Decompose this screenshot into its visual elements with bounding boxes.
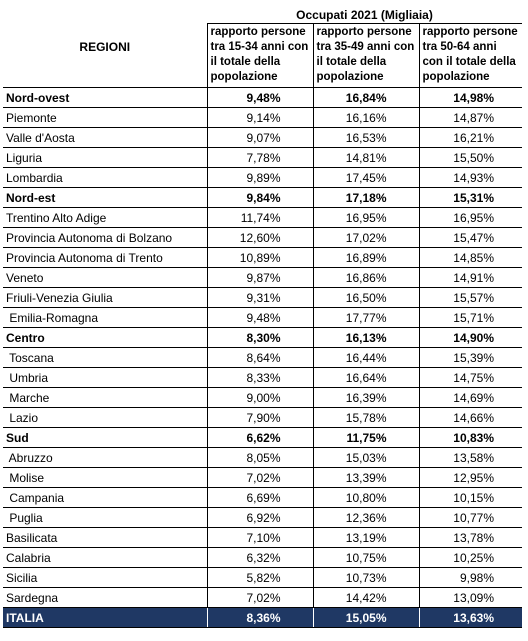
value-cell: 15,50%: [419, 148, 522, 168]
value-cell: 10,89%: [207, 248, 313, 268]
value-cell: 16,89%: [313, 248, 419, 268]
value-cell: 16,13%: [313, 328, 419, 348]
region-name: Umbria: [3, 368, 207, 388]
value-cell: 7,02%: [207, 588, 313, 608]
value-cell: 16,39%: [313, 388, 419, 408]
table-row: [3, 508, 522, 528]
value-cell: 8,33%: [207, 368, 313, 388]
region-name: Sud: [3, 428, 207, 448]
value-cell: 7,02%: [207, 468, 313, 488]
table-row: [3, 88, 522, 108]
value-cell: 5,82%: [207, 568, 313, 588]
value-cell: 11,74%: [207, 208, 313, 228]
table-row: [3, 528, 522, 548]
value-cell: 13,63%: [419, 608, 522, 628]
value-cell: 15,47%: [419, 228, 522, 248]
value-cell: 8,05%: [207, 448, 313, 468]
table-row: [3, 408, 522, 428]
value-cell: 9,48%: [207, 88, 313, 108]
column-header-35-49: rapporto persone tra 35-49 anni con il totale della popolazione: [313, 24, 419, 88]
value-cell: 8,64%: [207, 348, 313, 368]
region-name: Friuli-Venezia Giulia: [3, 288, 207, 308]
region-name: Sardegna: [3, 588, 207, 608]
region-name: Nord-ovest: [3, 88, 207, 108]
column-header-15-34: rapporto persone tra 15-34 anni con il totale della popolazione: [207, 24, 313, 88]
value-cell: 17,18%: [313, 188, 419, 208]
value-cell: 9,48%: [207, 308, 313, 328]
table-row: [3, 288, 522, 308]
table-row: [3, 488, 522, 508]
value-cell: 14,42%: [313, 588, 419, 608]
table-row: [3, 588, 522, 608]
value-cell: 14,85%: [419, 248, 522, 268]
table-row: [3, 168, 522, 188]
region-name: Valle d'Aosta: [3, 128, 207, 148]
value-cell: 8,36%: [207, 608, 313, 628]
value-cell: 14,98%: [419, 88, 522, 108]
header-row-top: [3, 7, 522, 24]
table-row: [3, 348, 522, 368]
value-cell: 14,91%: [419, 268, 522, 288]
value-cell: 14,87%: [419, 108, 522, 128]
value-cell: 10,73%: [313, 568, 419, 588]
value-cell: 13,19%: [313, 528, 419, 548]
value-cell: 15,39%: [419, 348, 522, 368]
table-row: [3, 268, 522, 288]
table-row: [3, 468, 522, 488]
table-row: [3, 228, 522, 248]
value-cell: 16,44%: [313, 348, 419, 368]
value-cell: 7,78%: [207, 148, 313, 168]
table-row: [3, 128, 522, 148]
value-cell: 10,25%: [419, 548, 522, 568]
value-cell: 15,05%: [313, 608, 419, 628]
table-row: [3, 368, 522, 388]
region-name: ITALIA: [3, 608, 207, 628]
region-name: Emilia-Romagna: [3, 308, 207, 328]
region-name: Abruzzo: [3, 448, 207, 468]
table-row: [3, 328, 522, 348]
value-cell: 9,84%: [207, 188, 313, 208]
occupati-table: [3, 7, 522, 628]
value-cell: 7,90%: [207, 408, 313, 428]
value-cell: 16,95%: [419, 208, 522, 228]
value-cell: 16,95%: [313, 208, 419, 228]
region-name: Piemonte: [3, 108, 207, 128]
value-cell: 10,15%: [419, 488, 522, 508]
value-cell: 14,66%: [419, 408, 522, 428]
value-cell: 9,87%: [207, 268, 313, 288]
value-cell: 11,75%: [313, 428, 419, 448]
table-row: [3, 248, 522, 268]
value-cell: 6,32%: [207, 548, 313, 568]
value-cell: 12,95%: [419, 468, 522, 488]
table-row: [3, 568, 522, 588]
value-cell: 6,62%: [207, 428, 313, 448]
value-cell: 13,09%: [419, 588, 522, 608]
region-name: Lazio: [3, 408, 207, 428]
table-row: [3, 548, 522, 568]
region-name: Molise: [3, 468, 207, 488]
value-cell: 14,93%: [419, 168, 522, 188]
table-row: [3, 428, 522, 448]
total-row: [3, 608, 522, 628]
value-cell: 8,30%: [207, 328, 313, 348]
value-cell: 16,64%: [313, 368, 419, 388]
table-row: [3, 308, 522, 328]
value-cell: 15,71%: [419, 308, 522, 328]
value-cell: 12,60%: [207, 228, 313, 248]
group-title: Occupati 2021 (Migliaia): [207, 7, 522, 24]
region-name: Basilicata: [3, 528, 207, 548]
region-name: Veneto: [3, 268, 207, 288]
value-cell: 16,21%: [419, 128, 522, 148]
table-row: [3, 208, 522, 228]
value-cell: 15,03%: [313, 448, 419, 468]
value-cell: 9,98%: [419, 568, 522, 588]
table-row: [3, 448, 522, 468]
value-cell: 10,77%: [419, 508, 522, 528]
region-name: Marche: [3, 388, 207, 408]
region-name: Centro: [3, 328, 207, 348]
region-name: Provincia Autonoma di Trento: [3, 248, 207, 268]
region-name: Liguria: [3, 148, 207, 168]
value-cell: 9,31%: [207, 288, 313, 308]
value-cell: 14,81%: [313, 148, 419, 168]
table-row: [3, 148, 522, 168]
region-name: Toscana: [3, 348, 207, 368]
value-cell: 16,53%: [313, 128, 419, 148]
value-cell: 10,80%: [313, 488, 419, 508]
value-cell: 13,39%: [313, 468, 419, 488]
table-row: [3, 388, 522, 408]
region-header: REGIONI: [3, 7, 207, 88]
table-row: [3, 108, 522, 128]
value-cell: 15,78%: [313, 408, 419, 428]
region-name: Nord-est: [3, 188, 207, 208]
region-name: Sicilia: [3, 568, 207, 588]
region-name: Trentino Alto Adige: [3, 208, 207, 228]
table-row: [3, 188, 522, 208]
column-header-50-64: rapporto persone tra 50-64 anni con il totale della popolazione: [419, 24, 522, 88]
value-cell: 14,90%: [419, 328, 522, 348]
value-cell: 9,14%: [207, 108, 313, 128]
value-cell: 17,02%: [313, 228, 419, 248]
table-container: [3, 7, 522, 628]
value-cell: 16,50%: [313, 288, 419, 308]
value-cell: 14,69%: [419, 388, 522, 408]
table-body: [3, 88, 522, 628]
value-cell: 13,78%: [419, 528, 522, 548]
value-cell: 16,86%: [313, 268, 419, 288]
value-cell: 9,00%: [207, 388, 313, 408]
value-cell: 10,83%: [419, 428, 522, 448]
region-name: Lombardia: [3, 168, 207, 188]
value-cell: 9,89%: [207, 168, 313, 188]
value-cell: 6,92%: [207, 508, 313, 528]
value-cell: 17,77%: [313, 308, 419, 328]
value-cell: 6,69%: [207, 488, 313, 508]
region-name: Puglia: [3, 508, 207, 528]
value-cell: 16,16%: [313, 108, 419, 128]
value-cell: 15,31%: [419, 188, 522, 208]
value-cell: 16,84%: [313, 88, 419, 108]
region-name: Provincia Autonoma di Bolzano: [3, 228, 207, 248]
value-cell: 15,57%: [419, 288, 522, 308]
value-cell: 12,36%: [313, 508, 419, 528]
value-cell: 13,58%: [419, 448, 522, 468]
region-name: Calabria: [3, 548, 207, 568]
region-name: Campania: [3, 488, 207, 508]
value-cell: 10,75%: [313, 548, 419, 568]
value-cell: 17,45%: [313, 168, 419, 188]
value-cell: 7,10%: [207, 528, 313, 548]
value-cell: 14,75%: [419, 368, 522, 388]
value-cell: 9,07%: [207, 128, 313, 148]
